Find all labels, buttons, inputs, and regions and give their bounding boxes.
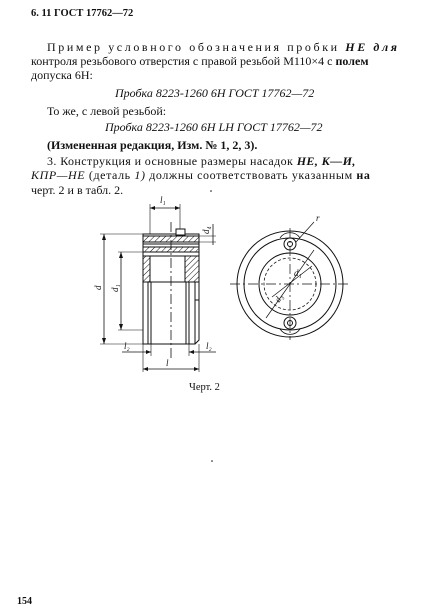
clause-3-detail-num: 1) — [134, 168, 146, 182]
clause-3-types: НЕ, К—И, — [296, 154, 356, 168]
designation-left-thread: Пробка 8223-1260 6Н LH ГОСТ 17762—72 — [105, 120, 323, 134]
label-r: r — [316, 213, 320, 223]
clause-3-bold: на — [356, 168, 371, 182]
example-paragraph-line-3: допуска 6Н: — [31, 68, 93, 82]
label-d3: d₃ — [272, 292, 286, 305]
clause-3-detail: (деталь — [88, 168, 131, 182]
label-l2-left: l₂ — [124, 341, 130, 351]
page-header: 6. 11 ГОСТ 17762—72 — [31, 8, 134, 19]
page-number: 154 — [17, 596, 32, 607]
label-d: d — [93, 285, 103, 290]
clause-3-text: 3. Конструкция и основные размеры насадок — [47, 154, 294, 168]
designation-right-thread: Пробка 8223-1260 6Н ГОСТ 17762—72 — [115, 86, 315, 100]
example-bold-text: НЕ для — [345, 40, 400, 54]
amendment-note: (Измененная редакция, Изм. № 1, 2, 3). — [47, 138, 258, 152]
example-text: Пример условного обозначения пробки — [47, 40, 340, 54]
clause-3-line-3: черт. 2 и в табл. 2. — [31, 183, 124, 197]
left-thread-intro: То же, с левой резьбой: — [47, 104, 167, 118]
left-wall — [143, 256, 150, 282]
clause-3-text-2: должны соответствовать указанным — [149, 168, 353, 182]
label-d1-left: d₁ — [110, 284, 120, 292]
drawing-labels — [93, 195, 320, 368]
example-bold-text-2: полем — [335, 54, 369, 68]
figure-caption: Черт. 2 — [189, 382, 220, 393]
label-l2-right: l₂ — [206, 341, 212, 351]
clause-3-type-kpr: КПР—НЕ — [31, 168, 86, 182]
example-text-2: контроля резьбового отверстия с правой резьбой М110×4 с — [31, 54, 333, 68]
front-circular-view — [230, 222, 350, 340]
label-d1-right: d₁ — [294, 268, 302, 278]
right-wall — [185, 256, 199, 282]
label-l1: l₁ — [160, 195, 166, 205]
label-d4: d₄ — [201, 226, 211, 234]
label-l: l — [166, 358, 169, 368]
